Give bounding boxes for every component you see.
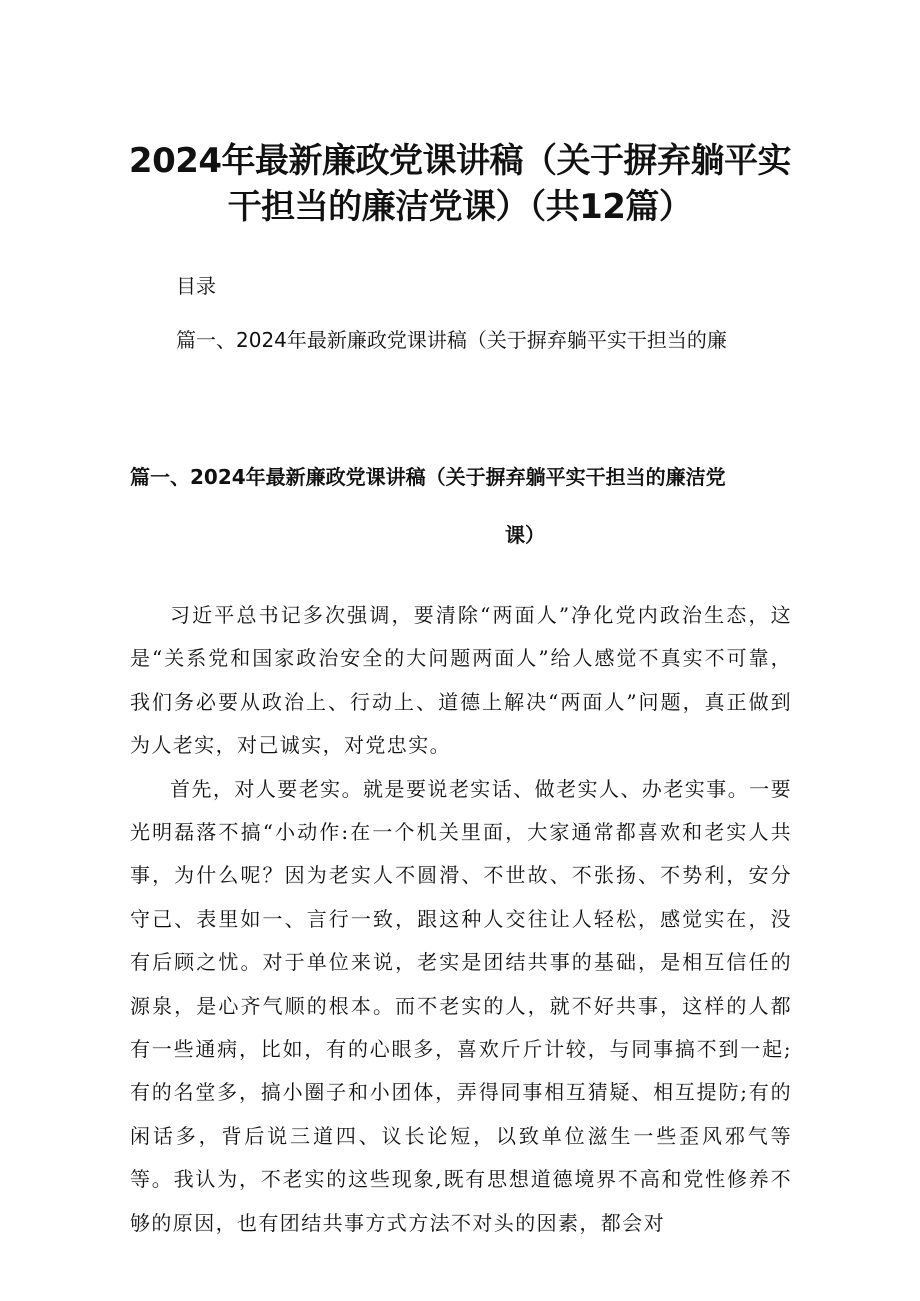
toc-item[interactable]: 篇一、2024年最新廉政党课讲稿（关于摒弃躺平实干担当的廉: [176, 328, 727, 352]
document-title: 2024年最新廉政党课讲稿（关于摒弃躺平实干担当的廉洁党课）（共12篇）: [128, 141, 792, 227]
body-text: [130, 594, 792, 1245]
paragraph: 首先，对人要老实。就是要说老实话、做老实人、办老实事。一要光明磊落不搞“小动作:在一个机关里面，大家通常都喜欢和老实人共事，为什么呢？因为老实人不圆滑、不世故、不张扬、不势利，安分守己、表里如一、言行一致，跟这种人交往让人轻松，感觉实在，没有后顾之忧。对于单位来说，老实是团结共事的基础，是相互信任的源泉，是心齐气顺的根本。而不老实的人，就不好共事，这样的人都有一些通病，比如，有的心眼多，喜欢斤斤计较，与同事搞不到一起;有的名堂多，搞小圈子和小团体，弄得同事相互猜疑、相互提防;有的闲话多，背后说三道四、议长论短，以致单位滋生一些歪风邪气等等。我认为，不老实的这些现象,既有思想道德境界不高和党性修养不够的原因，也有团结共事方式方法不对头的因素，都会对: [130, 776, 792, 1235]
section-heading-line2: 课）: [505, 523, 545, 547]
section-heading-line1: 篇一、2024年最新廉政党课讲稿（关于摒弃躺平实干担当的廉洁党: [130, 465, 726, 489]
section-heading: [130, 448, 790, 564]
paragraph: 习近平总书记多次强调，要清除“两面人”净化党内政治生态，这是“关系党和国家政治安全的大问题两面人”给人感觉不真实不可靠，我们务必要从政治上、行动上、道德上解决“两面人”问题，真正做到为人老实，对己诚实，对党忠实。: [130, 603, 792, 758]
toc-heading: 目录: [176, 274, 216, 298]
